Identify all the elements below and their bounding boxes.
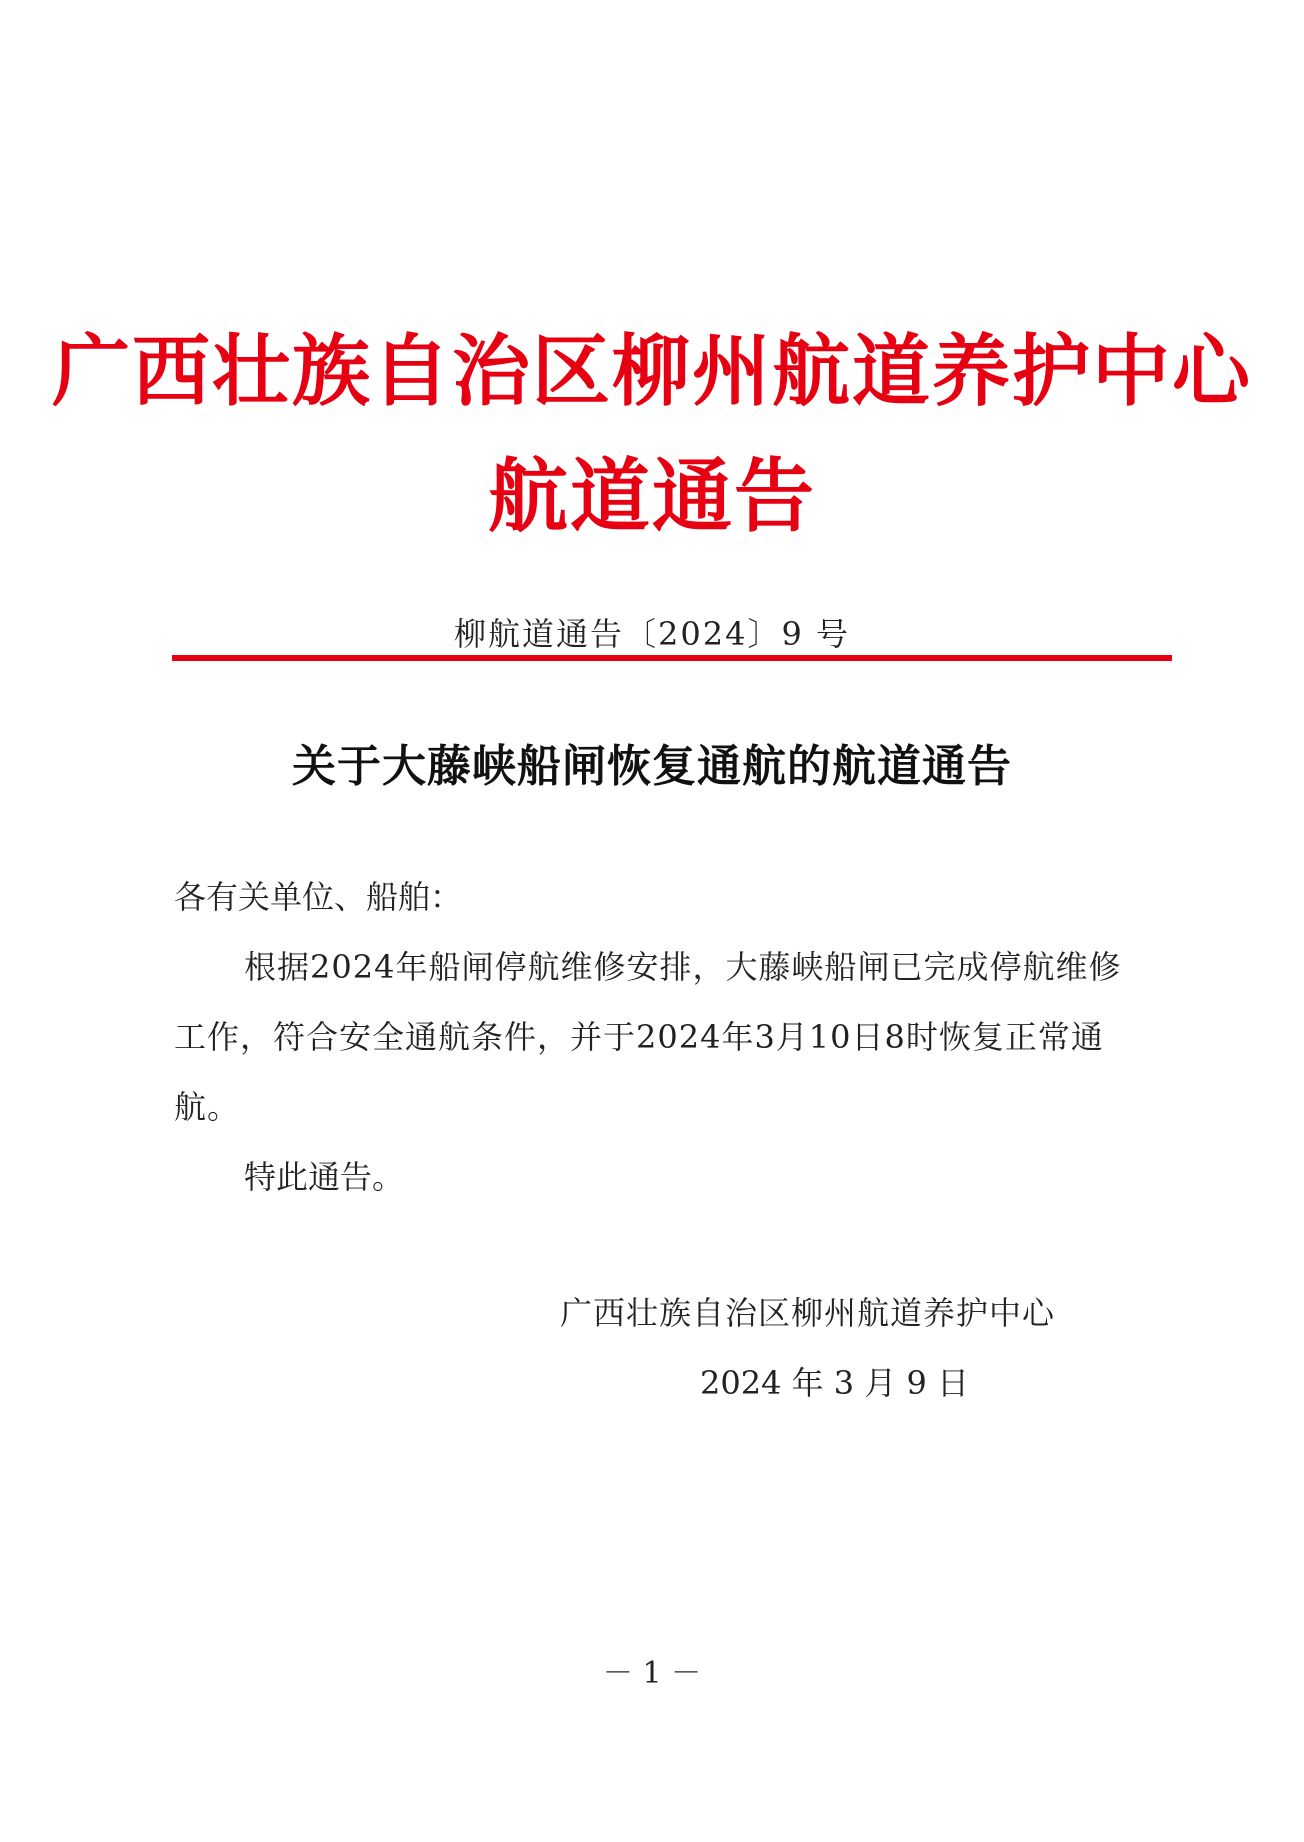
signing-date: 2024 年 3 月 9 日 <box>700 1364 970 1402</box>
header-divider <box>172 655 1172 661</box>
document-type-title: 航道通告 <box>488 449 816 543</box>
signing-organization: 广西壮族自治区柳州航道养护中心 <box>560 1294 1056 1332</box>
issuing-organization-title: 广西壮族自治区柳州航道养护中心 <box>51 326 1252 417</box>
body-paragraph: 根据2024年船闸停航维修安排，大藤峡船闸已完成停航维修工作，符合安全通航条件，并于2024年3月10日8时恢复正常通航。 <box>174 948 1122 1126</box>
notice-title: 关于大藤峡船闸恢复通航的航道通告 <box>292 741 1012 792</box>
closing-statement: 特此通告。 <box>244 1158 405 1196</box>
salutation: 各有关单位、船舶： <box>174 878 463 916</box>
document-number: 柳航道通告〔2024〕9 号 <box>454 615 850 653</box>
page-number: － 1 － <box>602 1656 702 1691</box>
